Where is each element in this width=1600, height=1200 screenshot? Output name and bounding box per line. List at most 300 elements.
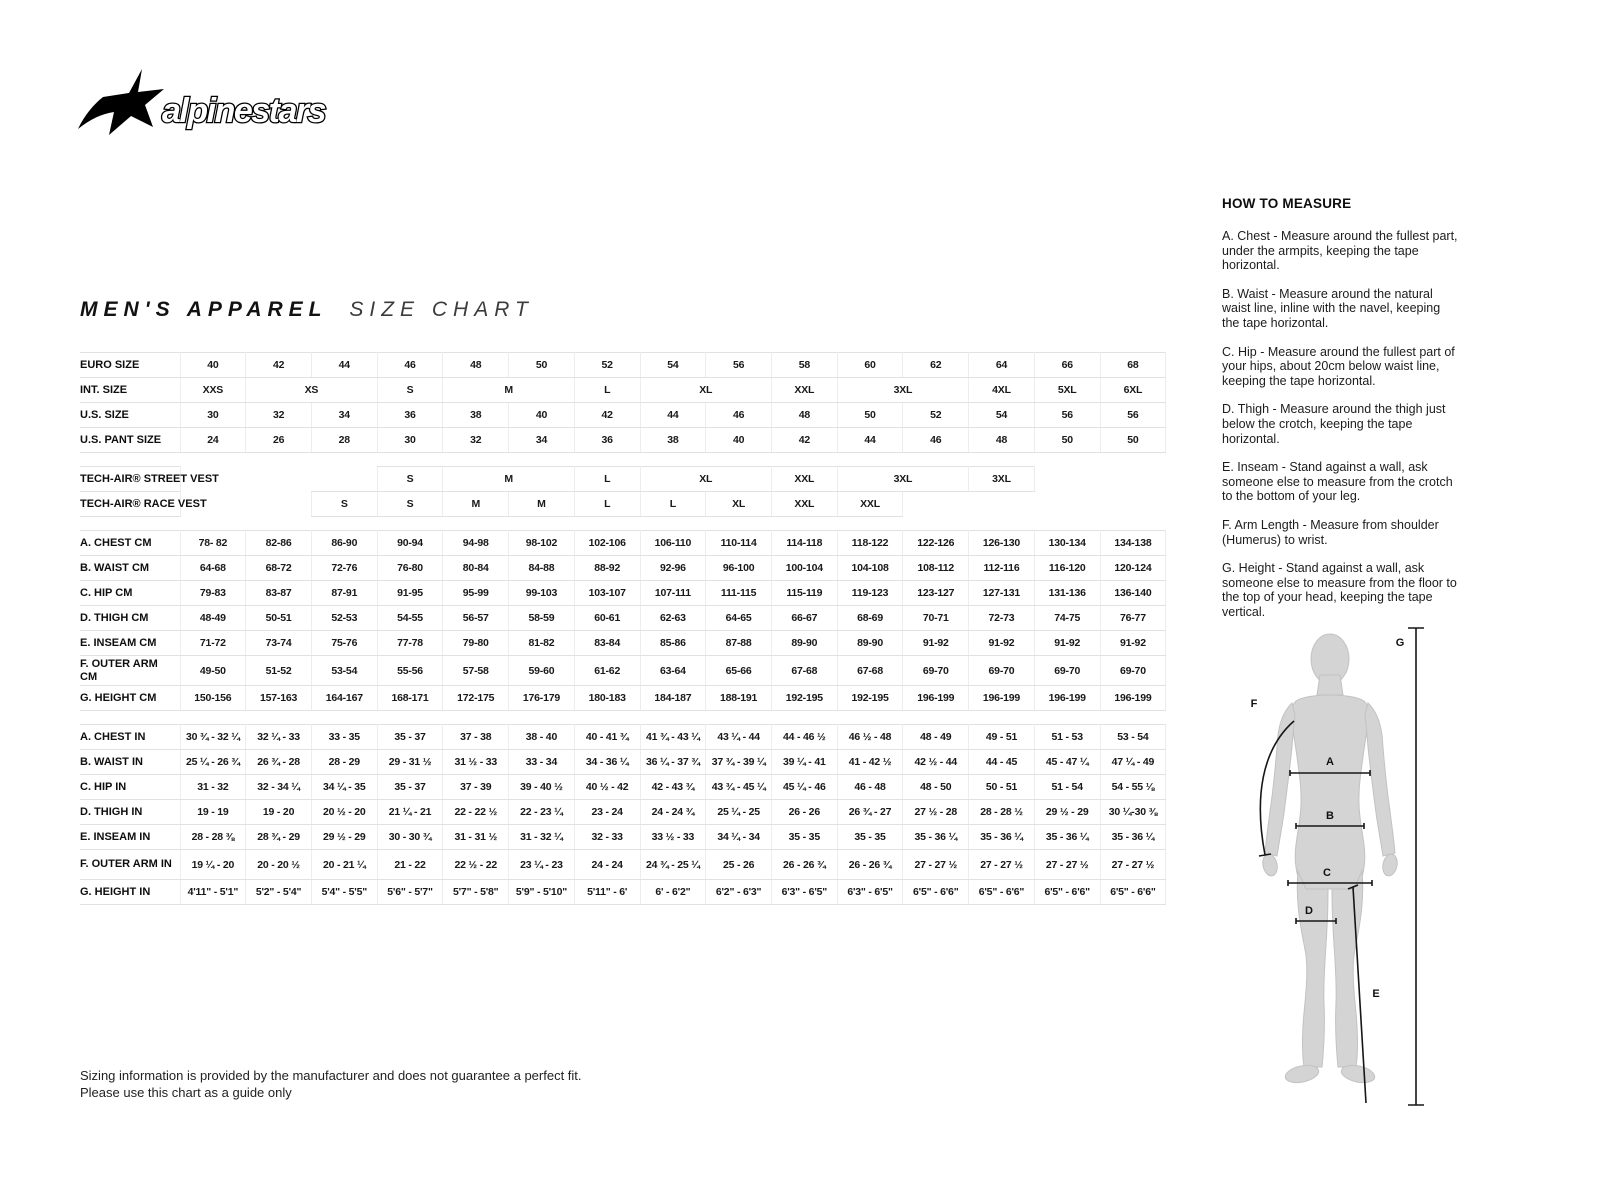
table-cell: 49-50 bbox=[180, 656, 246, 686]
table-cell: 123-127 bbox=[903, 581, 969, 606]
table-row bbox=[80, 725, 1166, 750]
table-cell: 3XL bbox=[837, 467, 968, 492]
row-label: U.S. SIZE bbox=[80, 403, 180, 428]
table-cell: 27 - 27 ½ bbox=[969, 850, 1035, 880]
row-label: D. THIGH CM bbox=[80, 606, 180, 631]
table-cell: 22 - 22 ½ bbox=[443, 800, 509, 825]
table-cell: 106-110 bbox=[640, 531, 706, 556]
table-cell: 62 bbox=[903, 353, 969, 378]
table-cell: 45 ¼ - 46 bbox=[771, 775, 837, 800]
table-cell: 50 bbox=[509, 353, 575, 378]
table-cell: 25 ¼ - 25 bbox=[706, 800, 772, 825]
table-cell: 46 - 48 bbox=[837, 775, 903, 800]
measure-instruction: G. Height - Stand against a wall, ask someone else to measure from the floor to the top of your head, keeping the tape vertical. bbox=[1222, 561, 1457, 619]
gap-cell bbox=[80, 711, 1166, 725]
table-row bbox=[80, 353, 1166, 378]
row-label: E. INSEAM CM bbox=[80, 631, 180, 656]
row-label: TECH-AIR® RACE VEST bbox=[80, 492, 180, 517]
table-cell: 116-120 bbox=[1034, 556, 1100, 581]
table-cell: 27 - 27 ½ bbox=[903, 850, 969, 880]
table-cell: 108-112 bbox=[903, 556, 969, 581]
table-cell: 30 - 30 ¾ bbox=[377, 825, 443, 850]
table-cell: 68 bbox=[1100, 353, 1166, 378]
table-cell: 114-118 bbox=[771, 531, 837, 556]
table-cell: 95-99 bbox=[443, 581, 509, 606]
table-cell: S bbox=[377, 378, 443, 403]
table-cell: 53-54 bbox=[311, 656, 377, 686]
table-cell: 31 - 31 ½ bbox=[443, 825, 509, 850]
measure-instruction: D. Thigh - Measure around the thigh just below the crotch, keeping the tape horizontal. bbox=[1222, 402, 1446, 446]
row-label: C. HIP IN bbox=[80, 775, 180, 800]
row-label: A. CHEST CM bbox=[80, 531, 180, 556]
table-cell: 4'11" - 5'1" bbox=[180, 880, 246, 905]
table-cell: 76-80 bbox=[377, 556, 443, 581]
table-cell: 122-126 bbox=[903, 531, 969, 556]
table-cell: 86-90 bbox=[311, 531, 377, 556]
table-cell: 46 bbox=[706, 403, 772, 428]
table-cell: 56 bbox=[1034, 403, 1100, 428]
table-cell: 32 - 34 ¼ bbox=[246, 775, 312, 800]
table-cell: 91-92 bbox=[1034, 631, 1100, 656]
page-title-secondary: SIZE CHART bbox=[349, 298, 534, 321]
table-cell: 134-138 bbox=[1100, 531, 1166, 556]
table-row bbox=[80, 428, 1166, 453]
table-cell: 40 - 41 ¾ bbox=[574, 725, 640, 750]
table-cell: 26 bbox=[246, 428, 312, 453]
table-cell: 64 bbox=[969, 353, 1035, 378]
table-cell: 74-75 bbox=[1034, 606, 1100, 631]
table-cell: 34 bbox=[509, 428, 575, 453]
how-to-measure-heading: HOW TO MEASURE bbox=[1222, 196, 1352, 211]
table-cell: XL bbox=[640, 467, 771, 492]
table-cell: 69-70 bbox=[969, 656, 1035, 686]
table-cell: 188-191 bbox=[706, 686, 772, 711]
how-to-measure-list bbox=[1222, 229, 1459, 619]
table-cell: 29 ½ - 29 bbox=[311, 825, 377, 850]
table-cell: 64-65 bbox=[706, 606, 772, 631]
table-cell: 112-116 bbox=[969, 556, 1035, 581]
table-cell: 4XL bbox=[969, 378, 1035, 403]
table-cell: 39 ¼ - 41 bbox=[771, 750, 837, 775]
table-cell: 50 bbox=[1100, 428, 1166, 453]
table-cell: 92-96 bbox=[640, 556, 706, 581]
table-cell: XS bbox=[246, 378, 377, 403]
table-cell: 32 bbox=[443, 428, 509, 453]
gap-cell bbox=[80, 453, 1166, 467]
table-cell: 150-156 bbox=[180, 686, 246, 711]
table-cell: 89-90 bbox=[837, 631, 903, 656]
disclaimer-line-1: Sizing information is provided by the manufacturer and does not guarantee a perfect fit. bbox=[80, 1068, 582, 1083]
disclaimer bbox=[80, 1068, 582, 1101]
alpinestars-logo-graphic bbox=[76, 66, 351, 141]
gap-row bbox=[80, 711, 1166, 725]
label-waist-b: B bbox=[1326, 810, 1334, 822]
row-label: TECH-AIR® STREET VEST bbox=[80, 467, 180, 492]
table-cell: 27 ½ - 28 bbox=[903, 800, 969, 825]
table-cell: 62-63 bbox=[640, 606, 706, 631]
table-cell: 52-53 bbox=[311, 606, 377, 631]
table-cell: 35 - 37 bbox=[377, 775, 443, 800]
table-cell: 164-167 bbox=[311, 686, 377, 711]
table-cell: 44 bbox=[311, 353, 377, 378]
table-cell: 41 - 42 ½ bbox=[837, 750, 903, 775]
table-cell: 35 - 37 bbox=[377, 725, 443, 750]
table-cell: 38 bbox=[640, 428, 706, 453]
table-cell: 34 - 36 ¼ bbox=[574, 750, 640, 775]
table-cell: 36 bbox=[574, 428, 640, 453]
table-cell: 83-87 bbox=[246, 581, 312, 606]
gap-row bbox=[80, 453, 1166, 467]
table-cell: 40 ½ - 42 bbox=[574, 775, 640, 800]
table-cell: 45 - 47 ¼ bbox=[1034, 750, 1100, 775]
table-cell: 32 bbox=[246, 403, 312, 428]
size-table-container bbox=[80, 352, 1166, 905]
table-cell: 5XL bbox=[1034, 378, 1100, 403]
table-row bbox=[80, 850, 1166, 880]
table-cell: 120-124 bbox=[1100, 556, 1166, 581]
table-cell: 48 bbox=[443, 353, 509, 378]
table-cell: 19 - 19 bbox=[180, 800, 246, 825]
table-cell: 180-183 bbox=[574, 686, 640, 711]
table-cell: 58-59 bbox=[509, 606, 575, 631]
table-cell: 75-76 bbox=[311, 631, 377, 656]
table-cell: 30 ¼-30 ⅜ bbox=[1100, 800, 1166, 825]
table-cell: 81-82 bbox=[509, 631, 575, 656]
label-height-g: G bbox=[1395, 637, 1405, 649]
table-cell: 54 bbox=[640, 353, 706, 378]
table-cell: 54 bbox=[969, 403, 1035, 428]
table-cell: S bbox=[311, 492, 377, 517]
table-cell: 196-199 bbox=[903, 686, 969, 711]
table-cell: 53 - 54 bbox=[1100, 725, 1166, 750]
table-cell: 30 bbox=[377, 428, 443, 453]
table-row bbox=[80, 492, 1166, 517]
table-cell: 37 - 38 bbox=[443, 725, 509, 750]
table-cell: 52 bbox=[574, 353, 640, 378]
table-cell: 63-64 bbox=[640, 656, 706, 686]
table-cell: 79-83 bbox=[180, 581, 246, 606]
table-cell: 43 ¾ - 45 ¼ bbox=[706, 775, 772, 800]
table-cell: 84-88 bbox=[509, 556, 575, 581]
table-row bbox=[80, 686, 1166, 711]
row-label: B. WAIST CM bbox=[80, 556, 180, 581]
table-cell: 29 ½ - 29 bbox=[1034, 800, 1100, 825]
table-cell: XXL bbox=[771, 378, 837, 403]
table-row bbox=[80, 880, 1166, 905]
table-cell: 36 bbox=[377, 403, 443, 428]
measure-instruction: C. Hip - Measure around the fullest part of your hips, about 20cm below waist line, keeping the tape horizontal. bbox=[1222, 344, 1455, 388]
table-cell: 196-199 bbox=[1034, 686, 1100, 711]
table-cell: 83-84 bbox=[574, 631, 640, 656]
table-cell: 56 bbox=[1100, 403, 1166, 428]
table-cell: 176-179 bbox=[509, 686, 575, 711]
table-cell: 27 - 27 ½ bbox=[1100, 850, 1166, 880]
table-cell: 26 - 26 ¾ bbox=[771, 850, 837, 880]
table-cell: 6'2" - 6'3" bbox=[706, 880, 772, 905]
table-cell: 69-70 bbox=[1100, 656, 1166, 686]
table-cell: 20 - 21 ¼ bbox=[311, 850, 377, 880]
height-measure-line bbox=[1408, 628, 1424, 1105]
table-cell: 91-92 bbox=[903, 631, 969, 656]
table-cell: 29 - 31 ½ bbox=[377, 750, 443, 775]
table-cell: 82-86 bbox=[246, 531, 312, 556]
table-cell: 52 bbox=[903, 403, 969, 428]
table-cell: 99-103 bbox=[509, 581, 575, 606]
table-cell: 48 bbox=[969, 428, 1035, 453]
measure-instruction: F. Arm Length - Measure from shoulder (Humerus) to wrist. bbox=[1222, 517, 1439, 547]
table-cell: 47 ¼ - 49 bbox=[1100, 750, 1166, 775]
table-cell: 21 ¼ - 21 bbox=[377, 800, 443, 825]
table-cell: 60-61 bbox=[574, 606, 640, 631]
table-cell: 98-102 bbox=[509, 531, 575, 556]
table-cell: XXL bbox=[771, 467, 837, 492]
table-cell: 73-74 bbox=[246, 631, 312, 656]
table-cell: 35 - 35 bbox=[837, 825, 903, 850]
row-label: C. HIP CM bbox=[80, 581, 180, 606]
table-cell: 72-73 bbox=[969, 606, 1035, 631]
table-cell: 33 ½ - 33 bbox=[640, 825, 706, 850]
table-cell: 32 - 33 bbox=[574, 825, 640, 850]
table-cell: 34 ¼ - 34 bbox=[706, 825, 772, 850]
row-label: B. WAIST IN bbox=[80, 750, 180, 775]
table-cell: 19 - 20 bbox=[246, 800, 312, 825]
row-label: G. HEIGHT IN bbox=[80, 880, 180, 905]
how-to-measure-panel bbox=[1222, 196, 1459, 633]
table-cell: 6'5" - 6'6" bbox=[1034, 880, 1100, 905]
table-cell: 42 bbox=[574, 403, 640, 428]
table-cell: 28 - 28 ½ bbox=[969, 800, 1035, 825]
table-cell: 55-56 bbox=[377, 656, 443, 686]
table-cell: 6XL bbox=[1100, 378, 1166, 403]
table-cell: 40 bbox=[706, 428, 772, 453]
table-row bbox=[80, 800, 1166, 825]
table-cell: 68-69 bbox=[837, 606, 903, 631]
table-cell: XXL bbox=[771, 492, 837, 517]
table-cell: 22 ½ - 22 bbox=[443, 850, 509, 880]
label-arm-f: F bbox=[1250, 698, 1258, 710]
table-row bbox=[80, 775, 1166, 800]
table-cell: 115-119 bbox=[771, 581, 837, 606]
table-cell: 107-111 bbox=[640, 581, 706, 606]
table-row bbox=[80, 606, 1166, 631]
table-row bbox=[80, 403, 1166, 428]
table-cell: 50-51 bbox=[246, 606, 312, 631]
table-cell: 64-68 bbox=[180, 556, 246, 581]
table-cell: 5'7" - 5'8" bbox=[443, 880, 509, 905]
table-cell: 26 ¾ - 27 bbox=[837, 800, 903, 825]
table-row bbox=[80, 378, 1166, 403]
table-cell: 23 - 24 bbox=[574, 800, 640, 825]
label-inseam-e: E bbox=[1372, 988, 1380, 1000]
table-cell: 6'5" - 6'6" bbox=[1100, 880, 1166, 905]
table-cell: XXS bbox=[180, 378, 246, 403]
table-cell: 5'9" - 5'10" bbox=[509, 880, 575, 905]
table-row bbox=[80, 581, 1166, 606]
table-cell: 100-104 bbox=[771, 556, 837, 581]
table-cell: 77-78 bbox=[377, 631, 443, 656]
table-cell: 56-57 bbox=[443, 606, 509, 631]
table-cell: 87-91 bbox=[311, 581, 377, 606]
table-cell: 60 bbox=[837, 353, 903, 378]
table-cell: 26 ¾ - 28 bbox=[246, 750, 312, 775]
table-cell: 42 ½ - 44 bbox=[903, 750, 969, 775]
table-cell: 28 - 29 bbox=[311, 750, 377, 775]
table-cell: 48-49 bbox=[180, 606, 246, 631]
table-cell: 43 ¼ - 44 bbox=[706, 725, 772, 750]
table-cell: 26 - 26 ¾ bbox=[837, 850, 903, 880]
table-cell: 48 - 49 bbox=[903, 725, 969, 750]
logo-wordmark: alpinestars bbox=[162, 92, 326, 130]
table-cell: 37 ¾ - 39 ¼ bbox=[706, 750, 772, 775]
table-cell: L bbox=[640, 492, 706, 517]
table-cell: L bbox=[574, 492, 640, 517]
table-cell: 157-163 bbox=[246, 686, 312, 711]
table-row bbox=[80, 631, 1166, 656]
table-cell bbox=[903, 492, 1166, 517]
table-row bbox=[80, 656, 1166, 686]
table-cell: 130-134 bbox=[1034, 531, 1100, 556]
gap-cell bbox=[80, 517, 1166, 531]
table-cell: 3XL bbox=[969, 467, 1035, 492]
row-label: F. OUTER ARM IN bbox=[80, 850, 180, 880]
table-cell: 6' - 6'2" bbox=[640, 880, 706, 905]
table-cell: 27 - 27 ½ bbox=[1034, 850, 1100, 880]
table-cell: 192-195 bbox=[771, 686, 837, 711]
table-cell: 6'3" - 6'5" bbox=[771, 880, 837, 905]
table-cell: 25 - 26 bbox=[706, 850, 772, 880]
table-cell: 80-84 bbox=[443, 556, 509, 581]
table-row bbox=[80, 556, 1166, 581]
label-chest-a: A bbox=[1326, 756, 1334, 768]
row-label: E. INSEAM IN bbox=[80, 825, 180, 850]
table-cell: 76-77 bbox=[1100, 606, 1166, 631]
table-cell: 54 - 55 ⅛ bbox=[1100, 775, 1166, 800]
table-cell: M bbox=[443, 378, 574, 403]
table-cell: S bbox=[377, 492, 443, 517]
body-measurement-diagram bbox=[1232, 615, 1432, 1115]
table-cell: 24 - 24 ¾ bbox=[640, 800, 706, 825]
table-cell: 24 - 24 bbox=[574, 850, 640, 880]
table-cell: 110-114 bbox=[706, 531, 772, 556]
table-cell: 69-70 bbox=[1034, 656, 1100, 686]
table-cell: 70-71 bbox=[903, 606, 969, 631]
table-cell: 41 ¾ - 43 ¼ bbox=[640, 725, 706, 750]
table-cell: 35 - 35 bbox=[771, 825, 837, 850]
table-cell: S bbox=[377, 467, 443, 492]
table-cell: 5'11" - 6' bbox=[574, 880, 640, 905]
table-cell: 42 - 43 ¾ bbox=[640, 775, 706, 800]
table-cell: 5'2" - 5'4" bbox=[246, 880, 312, 905]
table-cell: 104-108 bbox=[837, 556, 903, 581]
table-cell: 46 bbox=[903, 428, 969, 453]
table-cell: 56 bbox=[706, 353, 772, 378]
table-cell: 40 bbox=[180, 353, 246, 378]
table-cell bbox=[1034, 467, 1165, 492]
table-cell: 6'5" - 6'6" bbox=[903, 880, 969, 905]
table-cell: 28 bbox=[311, 428, 377, 453]
table-cell: 192-195 bbox=[837, 686, 903, 711]
table-cell: 46 ½ - 48 bbox=[837, 725, 903, 750]
table-cell: 89-90 bbox=[771, 631, 837, 656]
table-row bbox=[80, 750, 1166, 775]
table-cell: 34 ¼ - 35 bbox=[311, 775, 377, 800]
table-cell: 42 bbox=[246, 353, 312, 378]
table-cell: 136-140 bbox=[1100, 581, 1166, 606]
gap-row bbox=[80, 517, 1166, 531]
table-cell: 61-62 bbox=[574, 656, 640, 686]
table-cell: 65-66 bbox=[706, 656, 772, 686]
table-cell: 48 bbox=[771, 403, 837, 428]
table-cell: 57-58 bbox=[443, 656, 509, 686]
table-cell: 54-55 bbox=[377, 606, 443, 631]
table-cell: 102-106 bbox=[574, 531, 640, 556]
table-cell: 32 ¼ - 33 bbox=[246, 725, 312, 750]
table-cell: 44 bbox=[837, 428, 903, 453]
table-cell: 72-76 bbox=[311, 556, 377, 581]
table-cell: 6'5" - 6'6" bbox=[969, 880, 1035, 905]
table-cell: 19 ¼ - 20 bbox=[180, 850, 246, 880]
table-cell: 6'3" - 6'5" bbox=[837, 880, 903, 905]
table-cell: 196-199 bbox=[969, 686, 1035, 711]
table-cell: 35 - 36 ¼ bbox=[969, 825, 1035, 850]
measure-instruction: B. Waist - Measure around the natural waist line, inline with the navel, keeping the tape horizontal. bbox=[1222, 286, 1441, 330]
table-cell: 118-122 bbox=[837, 531, 903, 556]
table-cell: 91-92 bbox=[1100, 631, 1166, 656]
table-cell: M bbox=[509, 492, 575, 517]
table-cell: 50 bbox=[1034, 428, 1100, 453]
table-cell: L bbox=[574, 378, 640, 403]
page-title bbox=[80, 298, 534, 322]
table-cell: 66-67 bbox=[771, 606, 837, 631]
table-cell: 46 bbox=[377, 353, 443, 378]
table-cell: 42 bbox=[771, 428, 837, 453]
table-cell: 44 - 46 ½ bbox=[771, 725, 837, 750]
table-cell: 22 - 23 ¼ bbox=[509, 800, 575, 825]
table-cell: XXL bbox=[837, 492, 903, 517]
label-thigh-d: D bbox=[1305, 905, 1313, 917]
table-cell: 28 - 28 ⅜ bbox=[180, 825, 246, 850]
body-silhouette bbox=[1261, 634, 1399, 1085]
table-cell: 67-68 bbox=[837, 656, 903, 686]
table-cell: 48 - 50 bbox=[903, 775, 969, 800]
table-cell: 87-88 bbox=[706, 631, 772, 656]
table-cell: 131-136 bbox=[1034, 581, 1100, 606]
table-cell: 36 ¼ - 37 ¾ bbox=[640, 750, 706, 775]
table-cell: 33 - 35 bbox=[311, 725, 377, 750]
table-cell: 168-171 bbox=[377, 686, 443, 711]
table-cell: 37 - 39 bbox=[443, 775, 509, 800]
table-cell: 21 - 22 bbox=[377, 850, 443, 880]
table-cell: 196-199 bbox=[1100, 686, 1166, 711]
table-cell: 127-131 bbox=[969, 581, 1035, 606]
table-cell: M bbox=[443, 467, 574, 492]
table-cell: 184-187 bbox=[640, 686, 706, 711]
table-cell: M bbox=[443, 492, 509, 517]
page-title-primary: MEN'S APPAREL bbox=[80, 298, 328, 321]
table-cell: 50 bbox=[837, 403, 903, 428]
row-label: A. CHEST IN bbox=[80, 725, 180, 750]
table-cell: 96-100 bbox=[706, 556, 772, 581]
table-cell: 50 - 51 bbox=[969, 775, 1035, 800]
table-cell: 33 - 34 bbox=[509, 750, 575, 775]
table-cell: 49 - 51 bbox=[969, 725, 1035, 750]
row-label: U.S. PANT SIZE bbox=[80, 428, 180, 453]
table-cell: XL bbox=[706, 492, 772, 517]
table-cell: 172-175 bbox=[443, 686, 509, 711]
table-cell: 51 - 54 bbox=[1034, 775, 1100, 800]
table-cell: 79-80 bbox=[443, 631, 509, 656]
table-cell: 5'6" - 5'7" bbox=[377, 880, 443, 905]
